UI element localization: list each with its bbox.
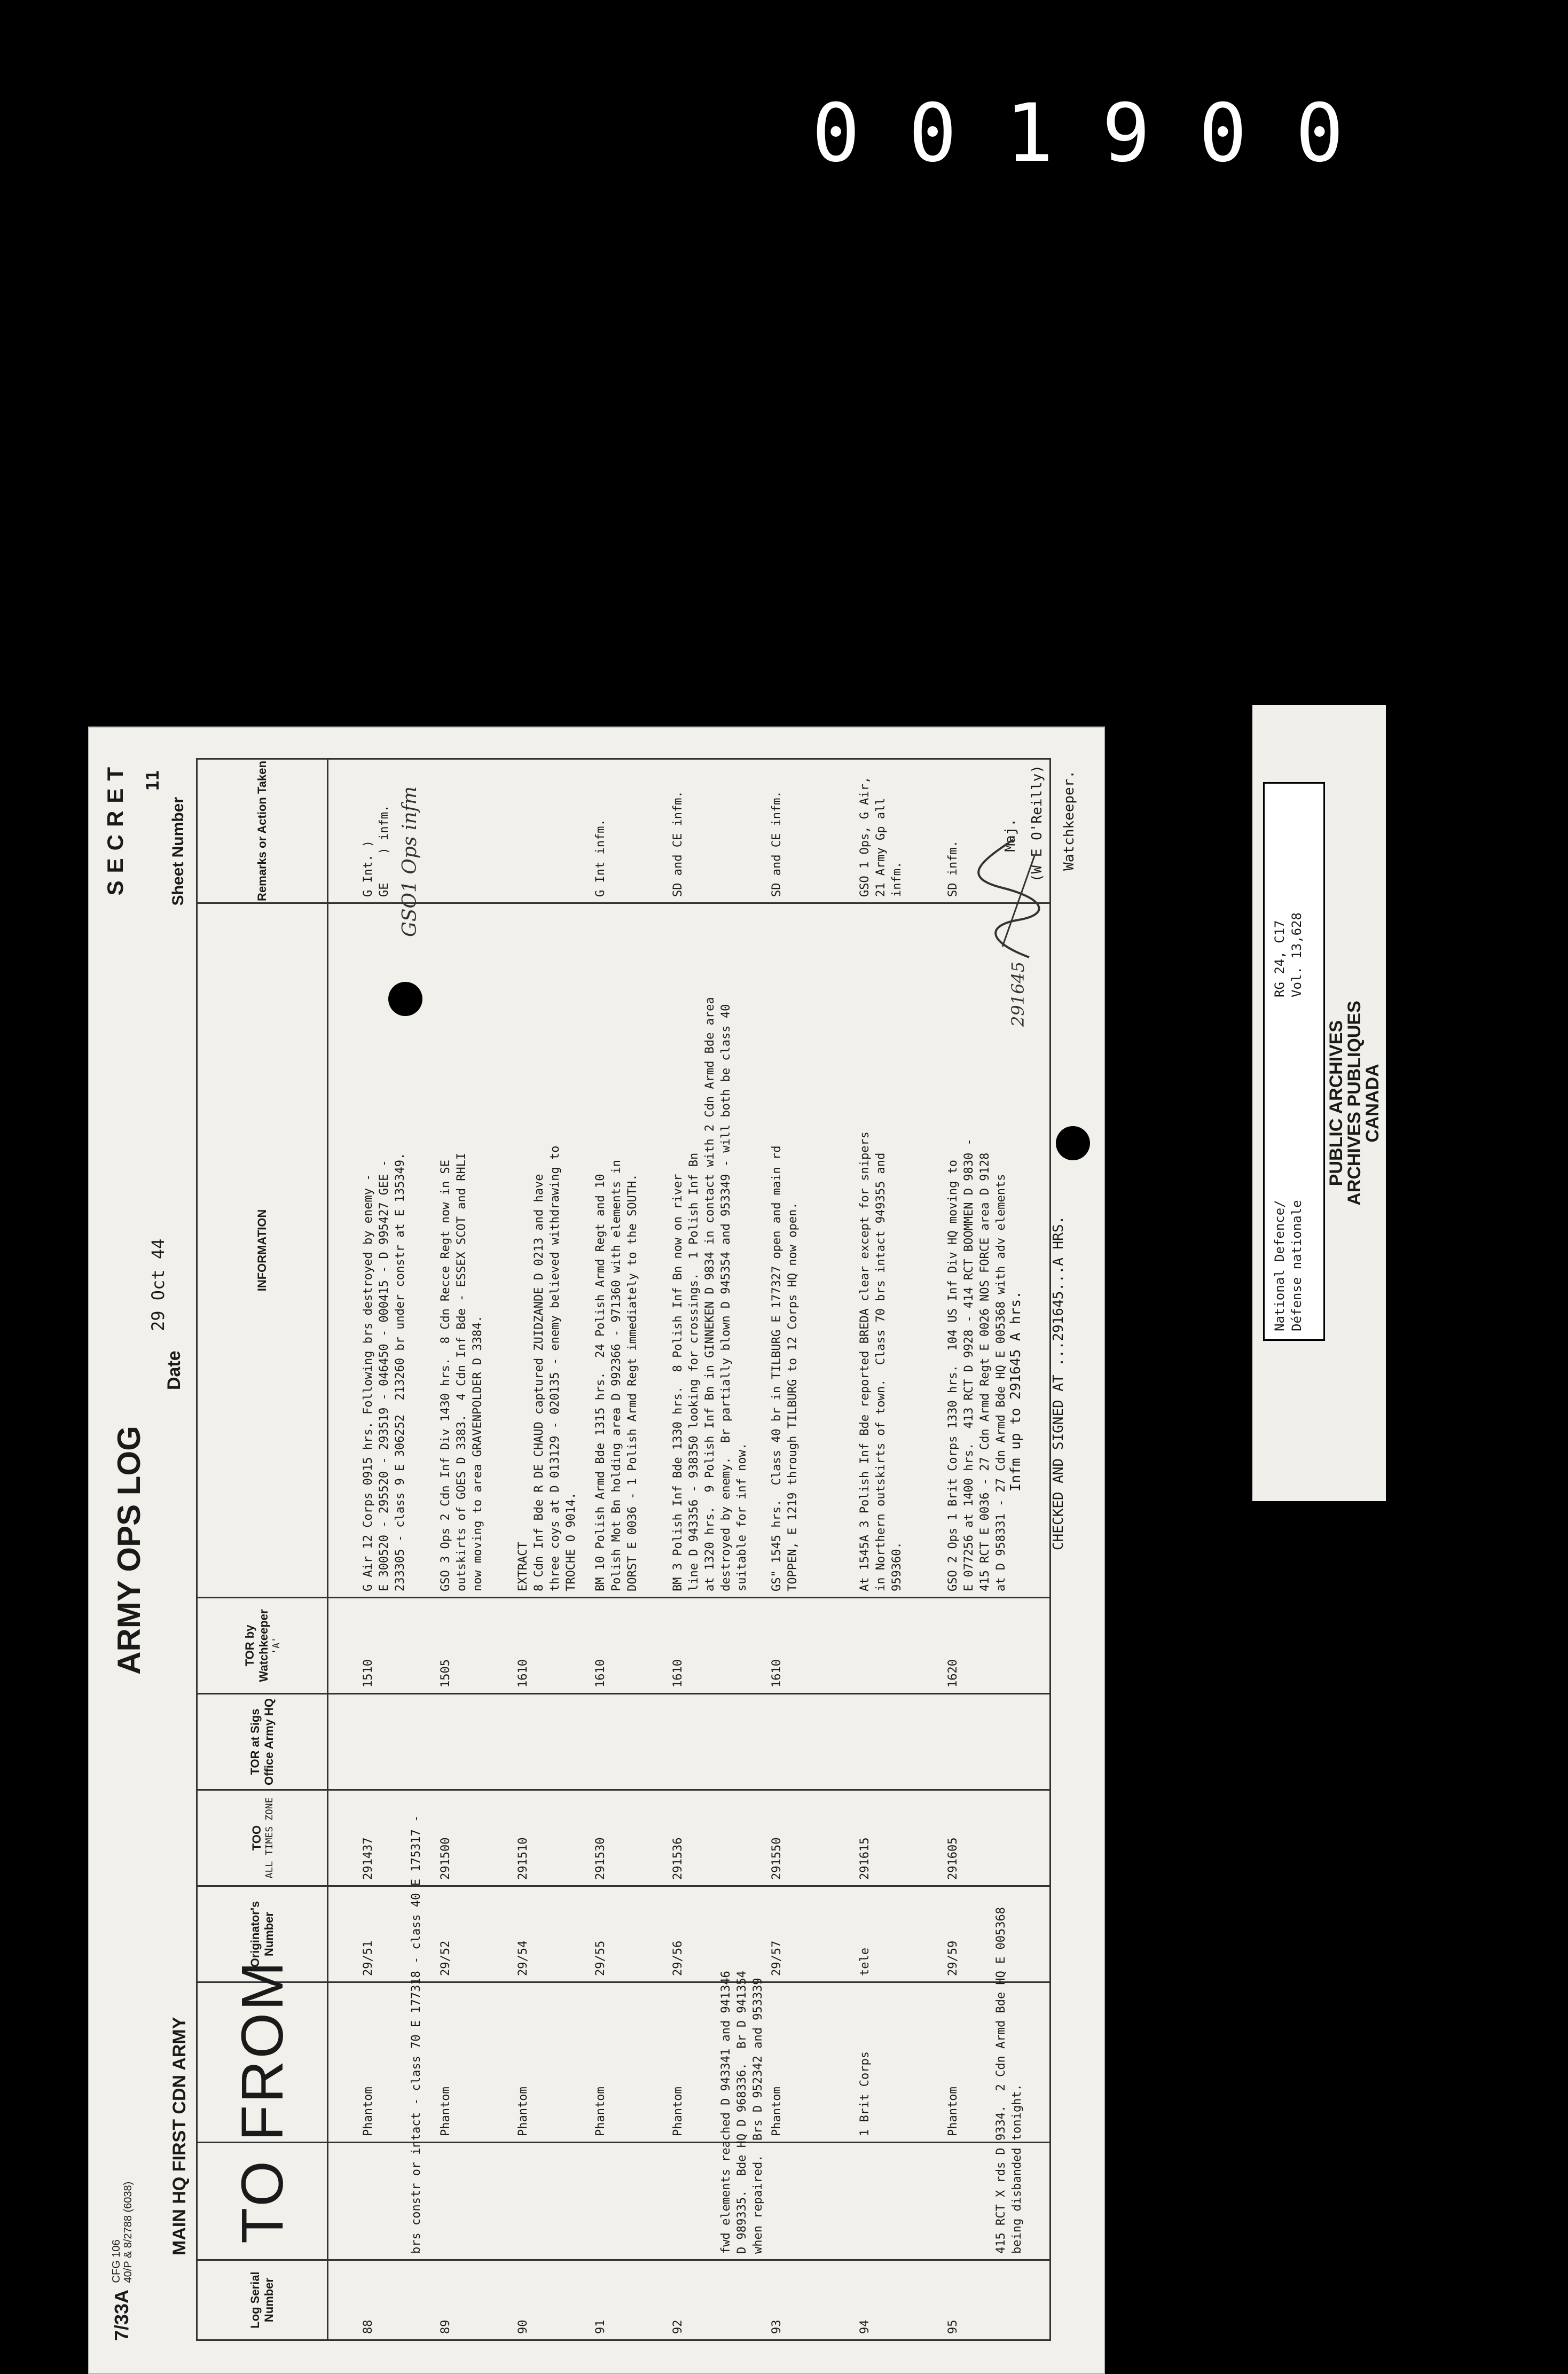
frame-digit: 9 <box>1102 87 1153 180</box>
entry-from: Phantom <box>516 2087 530 2136</box>
entry-tor: 1610 <box>770 1659 783 1688</box>
frame-digit: 0 <box>908 87 959 180</box>
entry-serial: 88 <box>362 2320 375 2334</box>
entry-info: GS" 1545 hrs. Class 40 br in TILBURG E 177327 open and main rd TOPPEN, E 1219 through TILBURG to 12 Corps HQ now open. <box>770 1145 799 1591</box>
entry-serial: 90 <box>516 2320 530 2334</box>
header-tor-watch <box>197 1598 328 1694</box>
archives-ref-line: Vol. 13,628 <box>1289 912 1304 997</box>
archives-dept-line: National Defence/ <box>1272 1200 1287 1331</box>
entry-orig: 29/56 <box>671 1940 685 1976</box>
ops-log-table <box>196 758 1051 2341</box>
frame-number <box>812 87 1346 180</box>
entry-tor: 1610 <box>594 1659 607 1688</box>
watchkeeper-label: Watchkeeper. <box>1061 770 1077 871</box>
archives-label-content <box>1252 705 1386 1501</box>
entry-serial: 94 <box>858 2320 872 2334</box>
entry-remarks: SD and CE infm. <box>770 791 783 897</box>
entry-too: 291536 <box>671 1837 685 1880</box>
header-too <box>197 1790 328 1886</box>
header-serial: Log Serial Number <box>197 2260 328 2340</box>
header-tor-watch-sub: 'A' <box>270 1637 282 1654</box>
header-tor-sigs: TOR at Sigs Office Army HQ <box>197 1694 328 1790</box>
archives-name-line: CANADA <box>1362 1064 1383 1143</box>
sheet-number-label: Sheet Number <box>169 797 187 906</box>
form-sub-line: CFG 106 <box>111 2239 122 2283</box>
entry-remarks: G Int. ) GE ) infm. <box>362 805 391 897</box>
infm-up-line: Infm up to 291645 A hrs. <box>1008 1291 1024 1491</box>
archives-reference <box>1271 912 1305 997</box>
serial-column <box>328 2260 1050 2340</box>
remarks-column <box>328 759 1050 903</box>
table-body-row <box>328 759 1050 2340</box>
archives-name <box>1327 705 1382 1501</box>
entry-serial: 89 <box>439 2320 452 2334</box>
frame-digit: 0 <box>812 87 863 180</box>
header-to-text: TO <box>229 2159 295 2244</box>
header-too-text: TOO <box>249 1825 263 1851</box>
entry-tor: 1610 <box>671 1659 685 1688</box>
entry-too: 291500 <box>439 1837 452 1880</box>
frame-digit: 0 <box>1198 87 1249 180</box>
frame-digit: 1 <box>1005 87 1056 180</box>
entry-serial: 93 <box>770 2320 783 2334</box>
entry-info: EXTRACT 8 Cdn Inf Bde R DE CHAUD captured ZUIDZANDE D 0213 and have three coys at D 013129 - 020135 - enemy believed withdrawing to TROCHE O 9014. <box>516 1145 578 1591</box>
originator-column <box>328 1886 1050 1982</box>
entry-orig: 29/55 <box>594 1940 607 1976</box>
header-from-text: FROM <box>229 1959 295 2141</box>
entry-info: At 1545A 3 Polish Inf Bde reported BREDA clear except for snipers in Northern outskirts of town. Class 70 brs intact 949355 and 959360. <box>858 1131 904 1591</box>
entry-info: GSO 2 Ops 1 Brit Corps 1330 hrs. 104 US Inf Div HQ moving to E 077256 at 1400 hrs. 413 RCT D 9928 - 414 RCT BOOMMEN D 9830 - 415 RCT E 0036 - 27 Cdn Armd Regt E 0026 NOS FORCE area D 9128 at D 958331 - 27 Cdn Armd Bde HQ E 005368 with adv elements <box>946 1138 1008 1591</box>
entry-orig: 29/52 <box>439 1940 452 1976</box>
entry-orig: 29/54 <box>516 1940 530 1976</box>
sheet-number-value: 11 <box>143 770 163 791</box>
entry-from: Phantom <box>770 2087 783 2136</box>
entry-remarks: G Int infm. <box>594 819 607 897</box>
entry-info: G Air 12 Corps 0915 hrs. Following brs destroyed by enemy - E 300520 - 295520 - 293519 - 046450 - 000415 - D 995427 GEE - 233305 - class 9 E 306252 213260 br under constr at E 135349. <box>362 1152 407 1591</box>
entry-remarks: GSO 1 Ops, G Air, 21 Army Gp all infm. <box>858 776 904 897</box>
signature-mark <box>970 834 1050 963</box>
checked-signed-line: CHECKED AND SIGNED AT ...291645...A HRS. <box>1050 1215 1067 1550</box>
header-tor-watch-text: TOR by Watchkeeper <box>242 1609 270 1682</box>
form-number: 7/33A <box>111 2289 132 2341</box>
header-too-sub: ALL TIMES ZONE <box>263 1797 275 1879</box>
archives-name-line: PUBLIC ARCHIVES <box>1326 1020 1346 1186</box>
handwritten-time: 291645 <box>1008 961 1028 1027</box>
entry-too: 291437 <box>362 1837 375 1880</box>
date-value: 29 Oct 44 <box>148 1238 168 1331</box>
archives-label-card <box>1252 705 1386 1501</box>
page-title: ARMY OPS LOG <box>111 1426 147 1675</box>
header-information: INFORMATION <box>197 903 328 1598</box>
entry-continuation: fwd elements reached D 943341 and 941346 D 989335. Bde HQ D 968336. Br D 941354 when repaired. Brs D 952342 and 953339 <box>719 1971 765 2254</box>
entry-too: 291615 <box>858 1837 872 1880</box>
table-header-row <box>197 759 328 2340</box>
entry-orig: 29/59 <box>946 1940 960 1976</box>
entry-serial: 95 <box>946 2320 960 2334</box>
entry-remarks: SD and CE infm. <box>671 791 685 897</box>
archives-reference-box <box>1263 782 1325 1341</box>
handwritten-note: GSO1 Ops infm <box>399 786 421 937</box>
tor-sigs-column <box>328 1694 1050 1790</box>
archives-dept-line: Défense nationale <box>1289 1200 1304 1331</box>
entry-info: BM 3 Polish Inf Bde 1330 hrs. 8 Polish Inf Bn now on river line D 943356 - 938350 looking for crossings. 1 Polish Inf Bn at 1320 hrs. 9 Polish Inf Bn in GINNEKEN D 9834 in contact with 2 Cdn Armd Bde area destroyed by enemy. Br partially blown D 945354 and 953349 - will both be class 40 suitable for inf now. <box>671 997 749 1591</box>
too-column <box>328 1790 1050 1886</box>
tor-watch-column <box>328 1598 1050 1694</box>
entry-orig: tele <box>858 1948 872 1976</box>
entry-serial: 91 <box>594 2320 607 2334</box>
entry-orig: 29/51 <box>362 1940 375 1976</box>
entry-from: Phantom <box>362 2087 375 2136</box>
date-label: Date <box>164 1350 184 1390</box>
entry-continuation: brs constr or intact - class 70 E 177318 - class 40 E 175317 - <box>410 1815 423 2254</box>
punch-hole <box>1056 1126 1090 1160</box>
entry-too: 291510 <box>516 1837 530 1880</box>
header-originator: Originator's Number <box>197 1886 328 1982</box>
signer-name: (W E O'Reilly) <box>1029 765 1045 883</box>
punch-hole <box>388 982 422 1016</box>
from-column <box>328 1982 1050 2143</box>
entry-info: BM 10 Polish Armd Bde 1315 hrs. 24 Polish Armd Regt and 10 Polish Mot Bn holding area D 992366 - 971360 with elements in DORST E 0036 - 1 Polish Armd Regt immediately to the SOUTH. <box>594 1160 639 1591</box>
entry-tor: 1505 <box>439 1659 452 1688</box>
entry-tor: 1510 <box>362 1659 375 1688</box>
header-remarks: Remarks or Action Taken <box>197 759 328 903</box>
entry-tor: 1620 <box>946 1659 960 1688</box>
entry-from: Phantom <box>946 2087 960 2136</box>
entry-too: 291605 <box>946 1837 960 1880</box>
ops-log-sheet <box>88 727 1105 2374</box>
entry-remarks: SD infm. <box>946 840 960 897</box>
header-from <box>197 1959 328 2143</box>
signer-rank: Maj. <box>1002 818 1018 852</box>
entry-serial: 92 <box>671 2320 685 2334</box>
header-to <box>197 2143 328 2260</box>
entry-too: 291530 <box>594 1837 607 1880</box>
entry-too: 291550 <box>770 1837 783 1880</box>
entry-from: Phantom <box>439 2087 452 2136</box>
form-sub-line: 40/P & 8/2788 (6038) <box>122 2181 134 2283</box>
entry-from: Phantom <box>594 2087 607 2136</box>
frame-digit: 0 <box>1295 87 1346 180</box>
classification-stamp: SECRET <box>103 760 128 896</box>
entry-from: 1 Brit Corps <box>858 2051 872 2136</box>
unit-name: MAIN HQ FIRST CDN ARMY <box>169 2017 190 2255</box>
entry-continuation: 415 RCT X rds D 9334. 2 Cdn Armd Bde HQ E 005368 being disbanded tonight. <box>994 1907 1024 2254</box>
information-column <box>328 903 1050 1598</box>
entry-orig: 29/57 <box>770 1940 783 1976</box>
entry-from: Phantom <box>671 2087 685 2136</box>
entry-info: GSO 3 Ops 2 Cdn Inf Div 1430 hrs. 8 Cdn Recce Regt now in SE outskirts of GOES D 3383. 4 Cdn Inf Bde - ESSEX SCOT and RHLI now moving to area GRAVENPOLDER D 3384. <box>439 1152 484 1591</box>
archives-ref-line: RG 24, C17 <box>1272 920 1287 997</box>
archives-dept <box>1271 1200 1305 1331</box>
archives-name-line: ARCHIVES PUBLIQUES <box>1344 1001 1365 1206</box>
entry-tor: 1610 <box>516 1659 530 1688</box>
